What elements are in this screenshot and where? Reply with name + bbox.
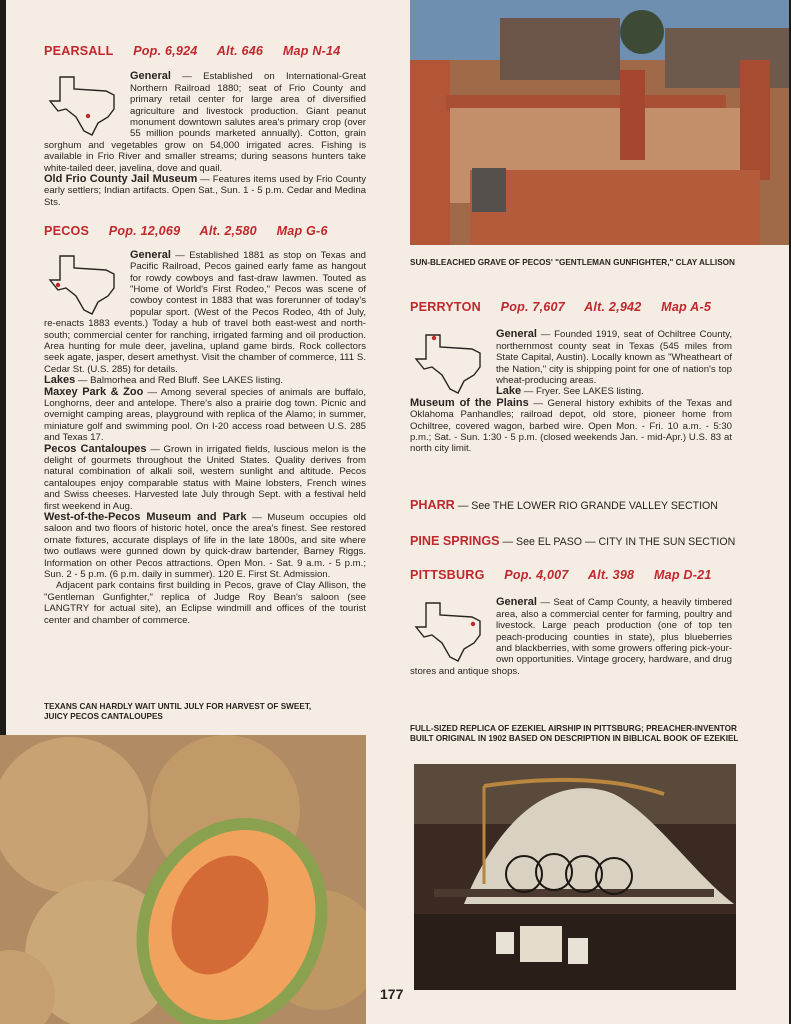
left-column [44, 46, 366, 626]
label: Pecos Cantaloupes [44, 442, 147, 455]
label: Maxey Park & Zoo [44, 385, 144, 398]
label: General [130, 248, 171, 261]
label: Lake [496, 385, 522, 398]
body: — See THE LOWER RIO GRANDE VALLEY SECTION [454, 500, 718, 512]
texas-map-icon [410, 331, 490, 395]
pittsburg-entry [410, 570, 732, 677]
airship-caption: FULL-SIZED REPLICA OF EZEKIEL AIRSHIP IN PITTSBURG; PREACHER-INVENTOR BUILT ORIGINAL IN 1902 BASED ON DESCRIPTION IN BIBLICAL BOOK OF EZEKIEL [410, 724, 739, 743]
population: Pop. 7,607 [500, 300, 565, 314]
map-reference: Map A-5 [661, 300, 712, 314]
airship-photo [414, 764, 736, 990]
label: General [496, 596, 537, 609]
map-reference: Map N-14 [282, 44, 341, 58]
body: — Seat of Camp County, a heavily timbered area, also a commercial center for farming, poultry and livestock. Large peach production (one of top ten peach-producing counties in state), plus blueberries and blackberries, with some growers offering pick-your-own opportunities. Vintage grocery, hardware, and drug stores and antique shops. [410, 597, 732, 677]
population: Pop. 4,007 [504, 568, 569, 582]
label: General [496, 328, 537, 341]
cantaloupe-photo [0, 735, 366, 1024]
map-reference: Map D-21 [653, 568, 712, 582]
label: Old Frio County Jail Museum [44, 173, 198, 186]
body: — Balmorhea and Red Bluff. See LAKES listing. [75, 375, 284, 387]
map-reference: Map G-6 [276, 224, 328, 239]
city-name: PERRYTON [410, 300, 481, 314]
body: — See EL PASO — CITY IN THE SUN SECTION [499, 536, 736, 548]
label: Museum of the Plains [410, 396, 529, 409]
city-name: PEARSALL [44, 44, 114, 58]
body: — Among several species of animals are buffalo, Longhorns, deer and antelope. There's also a prairie dog town. Picnic and overnight camping areas, playground with replica of the Alamo; in summer, miniature golf and swimming pool. On I-20 access road between U.S. 285 and Texas 17. [44, 386, 366, 444]
grave-photo [410, 0, 789, 245]
pecos-cantaloupes [44, 444, 366, 512]
altitude: Alt. 2,942 [584, 300, 642, 314]
pharr-xref [410, 498, 718, 512]
body: — Grown in irrigated fields, luscious melon is the delight of gourmets throughout the United States. Quality derives from natural combination of alkali soil, western sunlight and altitude. Pecos cantaloupes enjoy comparable status with Maine lobsters, French wines and Swiss cheeses. Harvested late July through Sept. with a festival held first weekend in Aug. [44, 443, 366, 512]
altitude: Alt. 2,580 [199, 224, 257, 239]
label: General [130, 70, 171, 83]
pecos-adjacent-park: Adjacent park contains first building in Pecos, grave of Clay Allison, the "Gentleman Gunfighter," replica of Judge Roy Bean's saloon (see LANGTRY for actual site), an Eclipse windmill and offices of the tourist center and chamber of commerce. [44, 580, 366, 626]
altitude: Alt. 398 [587, 568, 635, 582]
city-name: PITTSBURG [410, 568, 485, 582]
pecos-museum [44, 512, 366, 580]
pecos-maxey-park [44, 387, 366, 444]
body: — General history exhibits of the Texas and Oklahoma Panhandles; railroad depot, old store, pioneer home from Ochiltree, covered wagon, barbed wire. Open Mon. - Fri. 10 a.m. - 5:30 p.m.; Sat. - Sun. 1:30 - 5 p.m. (closed weekends Jan. - mid-Apr.) U.S. 83 at north city limit. [410, 397, 732, 455]
body: — Founded 1919, seat of Ochiltree County, northernmost county seat in Texas (545 miles from State Capital, Austin). Locally known as "Wheatheart of the Nation," city is shipping point for one of nation's top wheat-producing areas. [496, 329, 732, 387]
label: Lakes [44, 374, 76, 387]
pearsall-museum [44, 174, 366, 208]
right-column [410, 302, 732, 455]
population: Pop. 6,924 [133, 44, 198, 58]
pearsall-heading [44, 46, 366, 57]
texas-map-icon [44, 73, 124, 137]
label: West-of-the-Pecos Museum and Park [44, 511, 247, 524]
altitude: Alt. 646 [216, 44, 264, 58]
perryton-museum [410, 398, 732, 455]
body: — Features items used by Frio County early settlers; Indian artifacts. Open Sat., Sun. 1 - 5 p.m. Cedar and Medina Sts. [44, 174, 366, 208]
perryton-heading [410, 302, 732, 313]
body: — Established on International-Great Northern Railroad 1880; seat of Frio County and primary retail center for large area of diversified agriculture and livestock production. Giant peanut monument downtown salutes area's primary crop (over 55 million pounds marketed annually). Cotton, grain sorghum and vegetables grow on 54,000 irrigated acres. Fishing is available in Frio River and smaller streams; during seasons hunters take white-tailed deer, javelina, dove and quail. [44, 71, 366, 174]
grave-caption: SUN-BLEACHED GRAVE OF PECOS' "GENTLEMAN GUNFIGHTER," CLAY ALLISON [410, 258, 735, 267]
city-name: PHARR [410, 498, 455, 512]
body: — Established 1881 as stop on Texas and Pacific Railroad, Pecos gained early fame as hangout for rowdy cowboys and fast-draw lawmen. Touted as "Home of World's First Rodeo," Pecos was scene of cowboy contest in 1883 that was forerunner of today's popular sport. (West of the Pecos Rodeo, 4th of July, re-enacts 1883 events.) Today a hub of travel both east-west and north-south; commercial center for ranching, irrigated farming and oil production. Area hunting for mule deer, javelina, upland game birds. Rock collectors seek agate, jasper, desert amethyst. Visit the chamber of commerce, 111 S. Cedar St. (U.S. 285) for details. [44, 249, 366, 375]
guide-page [6, 0, 789, 1024]
page-number: 177 [380, 986, 404, 1002]
population: Pop. 12,069 [108, 224, 181, 239]
body: — Museum occupies old saloon and two floors of historic hotel, once the area's finest. See restored ornate fixtures, accurate displays of life in the late 1800s, and site where two outlaws were gunned down by quick-draw bartender, Barney Riggs. Information on other Pecos attractions. Open Mon. - Sat. 9 a.m. - 5 p.m.; Sun. 2 - 5 p.m. (6 p.m. daily in summer). 120 E. First St. Admission. [44, 512, 367, 581]
texas-map-icon [44, 252, 124, 316]
melon-caption: TEXANS CAN HARDLY WAIT UNTIL JULY FOR HARVEST OF SWEET, JUICY PECOS CANTALOUPES [44, 702, 312, 721]
texas-map-icon [410, 599, 490, 663]
pittsburg-heading [410, 570, 732, 581]
city-name: PECOS [44, 224, 90, 239]
body: — Fryer. See LAKES listing. [521, 386, 644, 398]
pine-springs-xref [410, 534, 735, 548]
city-name: PINE SPRINGS [410, 534, 500, 548]
pecos-heading [44, 226, 366, 237]
